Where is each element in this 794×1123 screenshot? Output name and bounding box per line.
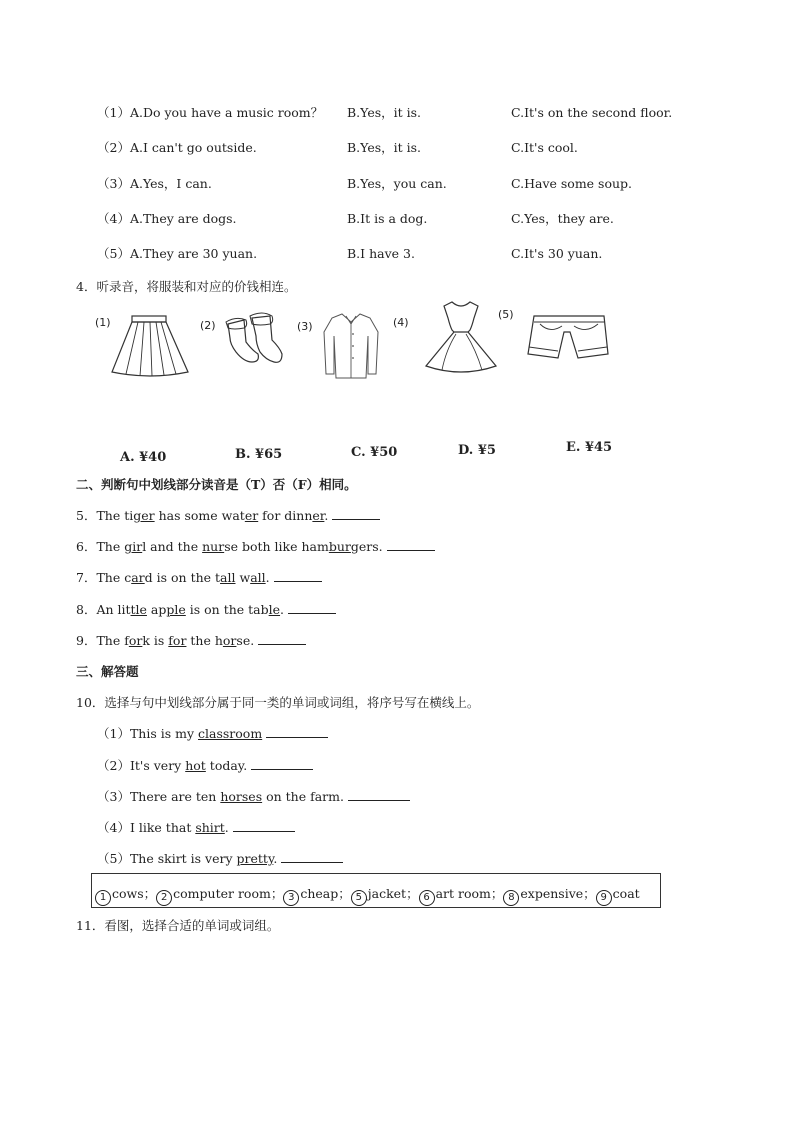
q6-sentence: 6．The girl and the nurse both like hamburgers.: [76, 539, 435, 555]
clothing-label-4: (4): [393, 316, 409, 329]
q3-row-4-option-b: B.It is a dog.: [347, 211, 428, 226]
price-option-a: A. ¥40: [120, 450, 167, 465]
q3-row-3-option-c: C.Have some soup.: [511, 176, 633, 191]
q10-item-2-blank[interactable]: [251, 758, 313, 770]
price-option-e: E. ¥45: [566, 440, 613, 455]
q3-row-5-option-b: B.I have 3.: [347, 246, 415, 261]
q9-answer-blank[interactable]: [258, 633, 306, 645]
q10-item-5-blank[interactable]: [281, 851, 343, 863]
q3-row-2-option-b: B.Yes，it is.: [347, 140, 422, 155]
q6-answer-blank[interactable]: [387, 539, 435, 551]
q11-title: 11．看图，选择合适的单词或词组。: [76, 918, 280, 933]
q3-row-3-option-b: B.Yes，you can.: [347, 176, 447, 191]
word-bank-option-8: 8 expensive；: [503, 886, 595, 901]
word-bank-option-2: 2 computer room；: [156, 886, 283, 901]
q10-item-3: （3）There are ten horses on the farm.: [97, 789, 410, 805]
q3-row-5-option-c: C.It's 30 yuan.: [511, 246, 603, 261]
q10-item-4-blank[interactable]: [233, 820, 295, 832]
section-2-title: 二、判断句中划线部分读音是（T）否（F）相同。: [76, 477, 357, 492]
q10-item-5: （5）The skirt is very pretty.: [97, 851, 343, 867]
shorts-icon: [526, 314, 610, 360]
price-option-b: B. ¥65: [235, 447, 283, 462]
socks-icon: [222, 312, 286, 370]
dress-icon: [420, 300, 502, 376]
q3-row-1-option-b: B.Yes，it is.: [347, 105, 422, 120]
q3-row-3-option-a: （3）A.Yes，I can.: [97, 176, 212, 191]
q7-sentence: 7．The card is on the tall wall.: [76, 570, 322, 586]
q10-item-3-blank[interactable]: [348, 789, 410, 801]
q3-row-1-option-a: （1）A.Do you have a music room？: [97, 105, 324, 120]
q3-row-4-option-a: （4）A.They are dogs.: [97, 211, 237, 226]
clothing-label-5: (5): [498, 308, 514, 321]
q5-answer-blank[interactable]: [332, 508, 380, 520]
q10-word-bank: [95, 884, 640, 906]
q4-title: 4．听录音，将服装和对应的价钱相连。: [76, 279, 297, 294]
q8-sentence: 8．An little apple is on the table.: [76, 602, 336, 618]
q8-answer-blank[interactable]: [288, 602, 336, 614]
word-bank-option-9: 9 coat: [596, 886, 640, 901]
q5-sentence: 5．The tiger has some water for dinner.: [76, 508, 380, 524]
q10-item-4: （4）I like that shirt.: [97, 820, 295, 836]
word-bank-option-3: 3 cheap；: [283, 886, 350, 901]
word-bank-option-5: 5 jacket；: [351, 886, 419, 901]
word-bank-option-6: 6 art room；: [419, 886, 504, 901]
q9-sentence: 9．The fork is for the horse.: [76, 633, 306, 649]
shirt-icon: [320, 312, 382, 380]
clothing-label-3: (3): [297, 320, 313, 333]
q3-row-5-option-a: （5）A.They are 30 yuan.: [97, 246, 258, 261]
skirt-icon: [108, 314, 192, 378]
q10-item-1-blank[interactable]: [266, 726, 328, 738]
clothing-label-1: (1): [95, 316, 111, 329]
q3-row-4-option-c: C.Yes，they are.: [511, 211, 614, 226]
word-bank-option-1: 1 cows；: [95, 886, 156, 901]
clothing-label-2: (2): [200, 319, 216, 332]
q10-title: 10．选择与句中划线部分属于同一类的单词或词组，将序号写在横线上。: [76, 695, 480, 710]
q3-row-2-option-a: （2）A.I can't go outside.: [97, 140, 257, 155]
q10-item-1: （1）This is my classroom: [97, 726, 328, 742]
q3-row-2-option-c: C.It's cool.: [511, 140, 578, 155]
price-option-d: D. ¥5: [458, 443, 496, 458]
section-3-title: 三、解答题: [76, 664, 139, 679]
q3-row-1-option-c: C.It's on the second floor.: [511, 105, 673, 120]
q10-item-2: （2）It's very hot today.: [97, 758, 313, 774]
q7-answer-blank[interactable]: [274, 570, 322, 582]
price-option-c: C. ¥50: [351, 445, 398, 460]
